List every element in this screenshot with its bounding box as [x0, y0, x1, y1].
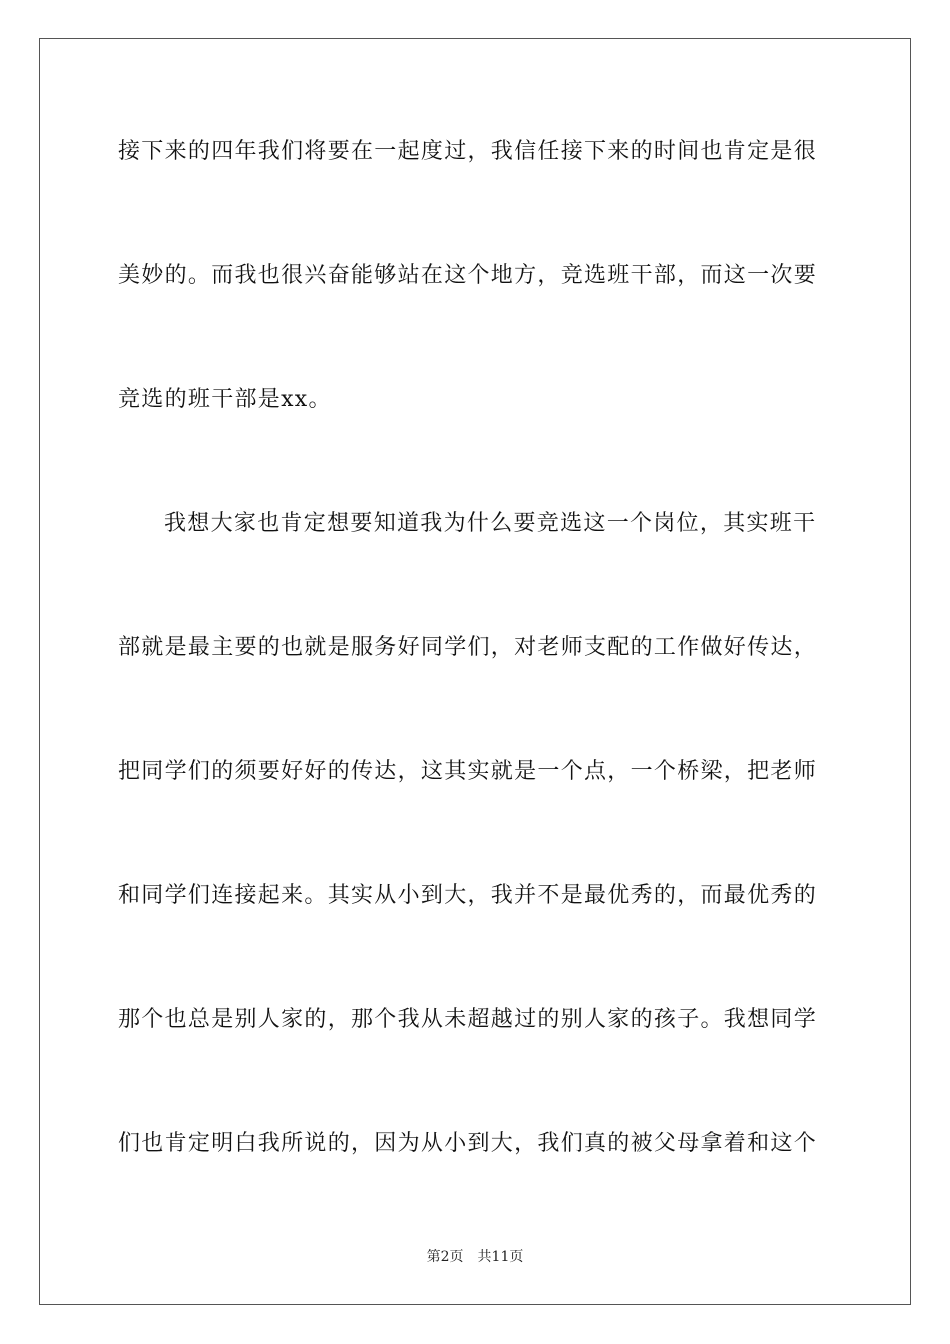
text-line: 和同学们连接起来。其实从小到大，我并不是最优秀的，而最优秀的: [118, 883, 818, 908]
text-line: 把同学们的须要好好的传达，这其实就是一个点，一个桥梁，把老师: [118, 759, 818, 784]
page-number-current: 第2页: [426, 1249, 464, 1265]
text-line: 美妙的。而我也很兴奋能够站在这个地方，竞选班干部，而这一次要: [118, 263, 818, 288]
text-line: 那个也总是别人家的，那个我从未超越过的别人家的孩子。我想同学: [118, 1007, 818, 1032]
text-line: 们也肯定明白我所说的，因为从小到大，我们真的被父母拿着和这个: [118, 1131, 818, 1156]
page-number-total: 共11页: [477, 1249, 524, 1265]
text-line: 竞选的班干部是xx。: [118, 387, 332, 412]
text-line: 接下来的四年我们将要在一起度过，我信任接下来的时间也肯定是很: [118, 139, 818, 164]
text-line-indented: 我想大家也肯定想要知道我为什么要竞选这一个岗位，其实班干: [164, 511, 817, 536]
page-border: [39, 38, 911, 1305]
text-line: 部就是最主要的也就是服务好同学们，对老师支配的工作做好传达，: [118, 635, 818, 660]
page-footer: [0, 1246, 950, 1266]
